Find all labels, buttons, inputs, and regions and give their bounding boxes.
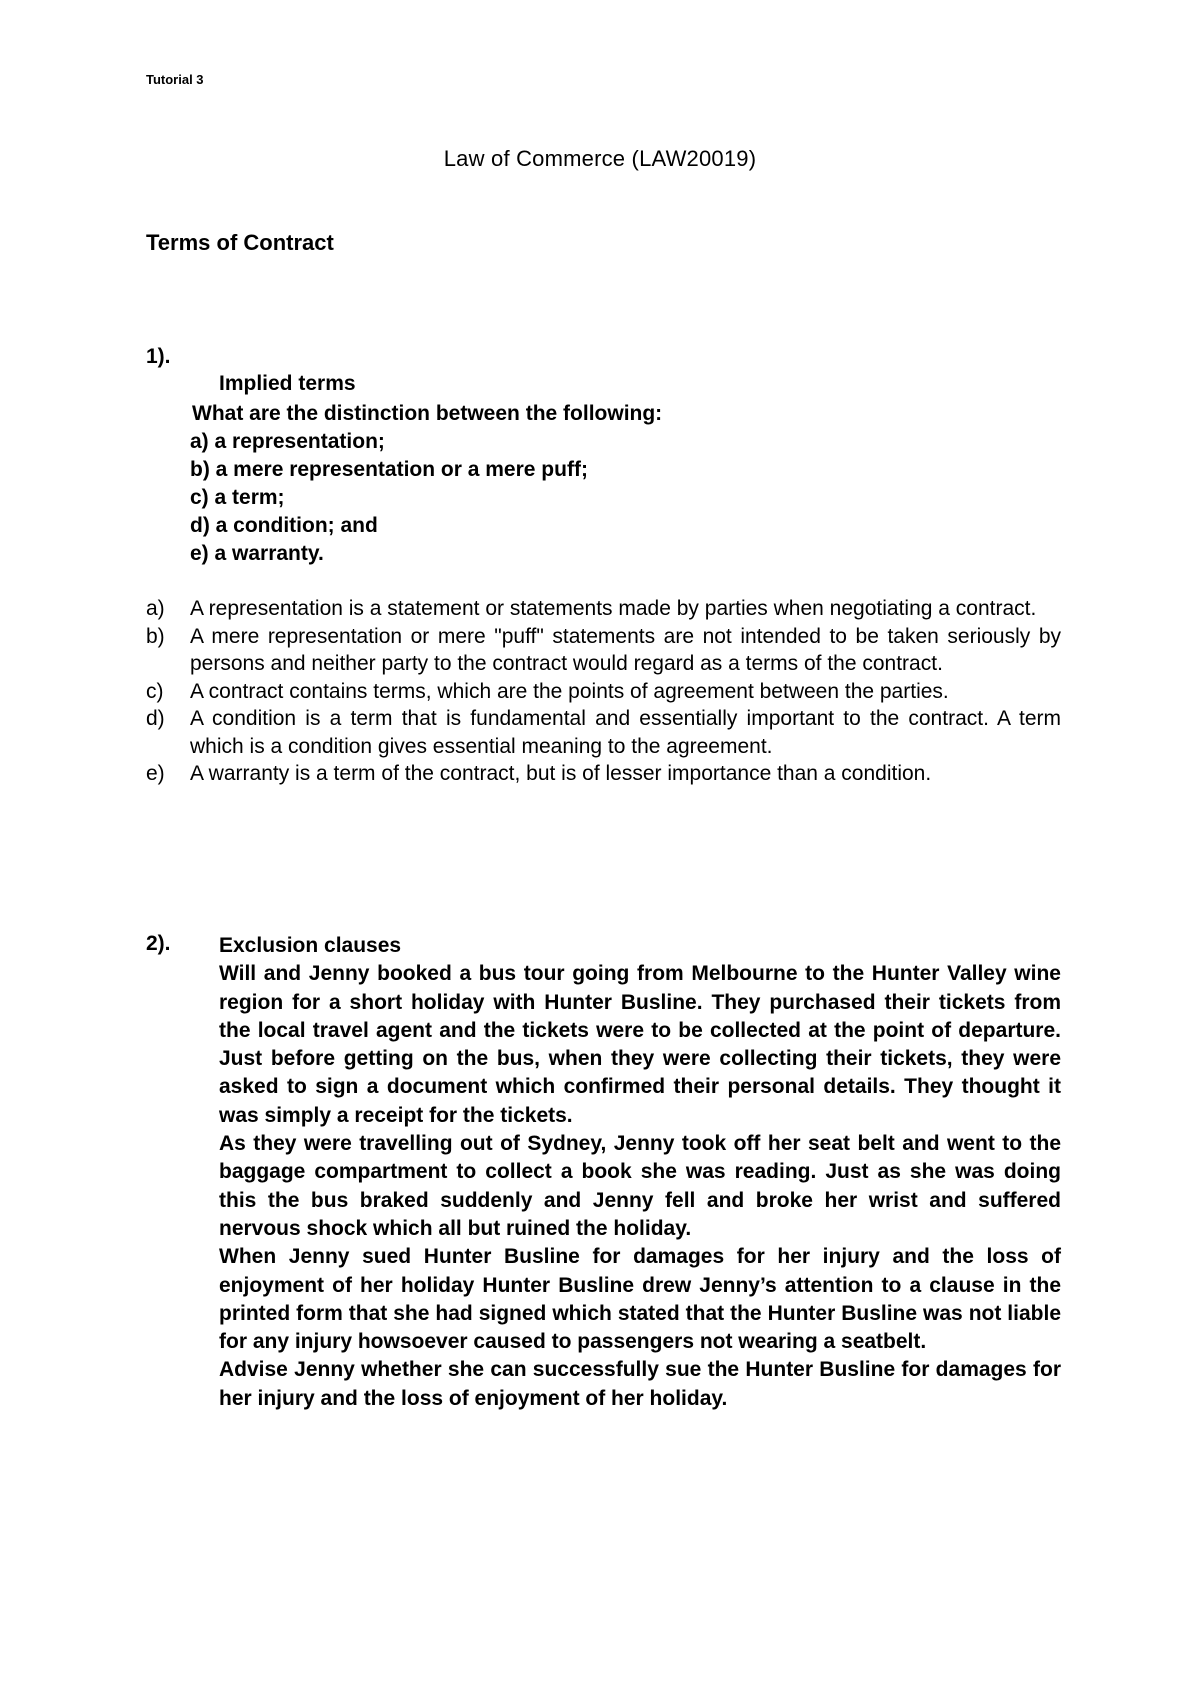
question-2-paragraph: Will and Jenny booked a bus tour going from Melbourne to the Hunter Valley wine region for a short holiday with Hunter Busline. They purchased their tickets from the local travel agent and the tickets were to be collected at the point of departure. Just before getting on the bus, when they were collecting their tickets, they were asked to sign a document which confirmed their personal details. They thought it was simply a receipt for the tickets. xyxy=(219,962,1061,1127)
sub-item-d: d) a condition; and xyxy=(190,514,378,537)
document-title: Law of Commerce (LAW20019) xyxy=(443,146,757,171)
sub-item-a: a) a representation; xyxy=(190,430,385,453)
question-2-paragraph: When Jenny sued Hunter Busline for damages for her injury and the loss of enjoyment of her holiday Hunter Busline drew Jenny’s attention to a clause in the printed form that she had signed which stated that the Hunter Busline was not liable for any injury howsoever caused to passengers not wearing a seatbelt. xyxy=(219,1245,1061,1354)
answer-text: A mere representation or mere "puff" statements are not intended to be taken seriously by persons and neither party to the contract would regard as a terms of the contract. xyxy=(190,624,1061,675)
question-2-heading: Exclusion clauses xyxy=(219,934,402,957)
answer-a xyxy=(146,595,1061,623)
answer-e xyxy=(146,760,1061,788)
answer-d xyxy=(146,705,1061,760)
answer-b xyxy=(146,623,1061,678)
question-1-heading: Implied terms xyxy=(219,372,356,395)
answer-text: A representation is a statement or statements made by parties when negotiating a contract. xyxy=(190,597,1037,620)
question-2-number: 2). xyxy=(146,932,171,955)
answer-marker: d) xyxy=(146,707,165,730)
answer-text: A contract contains terms, which are the points of agreement between the parties. xyxy=(190,679,949,703)
question-1-prompt: What are the distinction between the following: xyxy=(192,402,663,425)
question-2-block xyxy=(219,932,1061,1413)
answer-marker: c) xyxy=(146,679,164,703)
answer-text: A condition is a term that is fundamental and essentially important to the contract. A term which is a condition gives essential meaning to the agreement. xyxy=(190,707,1061,758)
answer-text: A warranty is a term of the contract, but is of lesser importance than a condition. xyxy=(190,762,932,785)
answer-marker: a) xyxy=(146,597,165,620)
answer-c xyxy=(146,678,1061,706)
question-1-sub-items xyxy=(190,428,588,568)
question-1-answers xyxy=(146,595,1061,788)
answer-marker: e) xyxy=(146,762,165,785)
question-2-paragraph: Advise Jenny whether she can successfully sue the Hunter Busline for damages for her injury and the loss of enjoyment of her holiday. xyxy=(219,1358,1061,1410)
question-1-number: 1). xyxy=(146,345,171,368)
sub-item-c: c) a term; xyxy=(190,486,285,509)
question-2-paragraph: As they were travelling out of Sydney, Jenny took off her seat belt and went to the baggage compartment to collect a book she was reading. Just as she was doing this the bus braked suddenly and Jenny fell and broke her wrist and suffered nervous shock which all but ruined the holiday. xyxy=(219,1132,1061,1240)
sub-item-e: e) a warranty. xyxy=(190,542,324,565)
section-title: Terms of Contract xyxy=(146,230,334,255)
sub-item-b: b) a mere representation or a mere puff; xyxy=(190,458,588,481)
answer-marker: b) xyxy=(146,624,165,648)
tutorial-label: Tutorial 3 xyxy=(146,72,204,87)
